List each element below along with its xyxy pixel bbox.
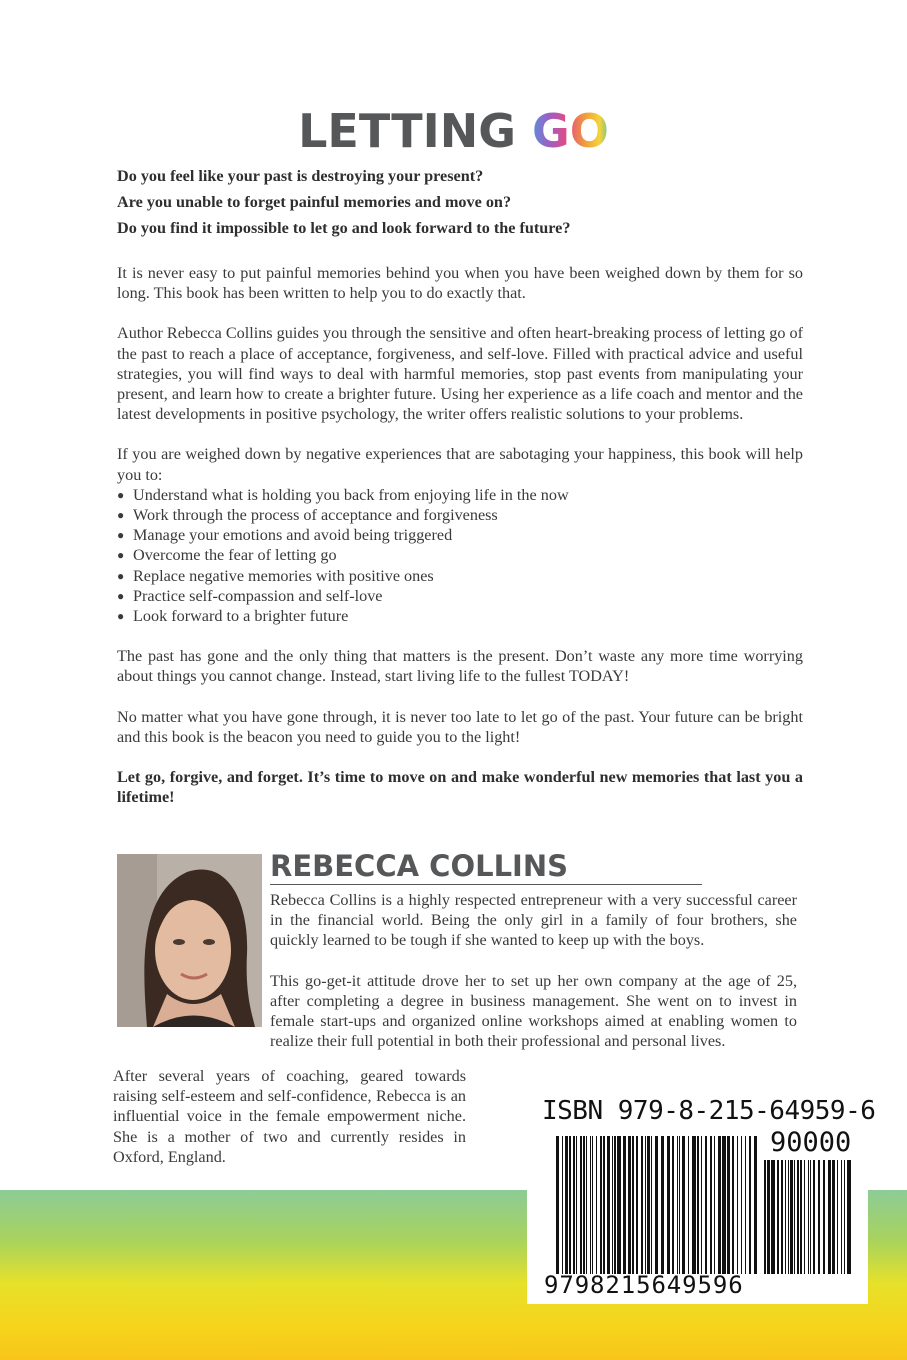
ean-number: 9798215649596 [544, 1271, 744, 1299]
benefit-item: ● Look forward to a brighter future [117, 606, 803, 626]
hook-questions [117, 163, 807, 241]
barcode-bar [710, 1136, 712, 1274]
barcode-bar [632, 1136, 634, 1274]
barcode-bar [586, 1136, 587, 1274]
author-bio-continued: After several years of coaching, geared towards raising self-esteem and self-confidence, Rebecca is an influential voice in the female empowerment niche. She is a mother of two and currently resides in Oxford, England. [113, 1067, 466, 1166]
author-portrait-image [117, 854, 262, 1027]
barcode-bar [808, 1160, 809, 1274]
question: Do you find it impossible to let go and look forward to the future? [117, 219, 571, 237]
closing-line: Let go, forgive, and forget. It’s time to move on and make wonderful new memories that last you a lifetime! [117, 768, 803, 807]
barcode-bar [781, 1160, 783, 1274]
barcode-bar [556, 1136, 559, 1274]
blurb-paragraph: The past has gone and the only thing that matters is the present. Don’t waste any more time worrying about things you cannot change. Instead, start living life to the fullest TODAY! [117, 647, 803, 686]
barcode-bar [651, 1136, 652, 1274]
barcode-bar [677, 1136, 678, 1274]
barcode-bar [718, 1136, 721, 1274]
addon-number: 90000 [770, 1127, 852, 1158]
barcode-bar [797, 1160, 799, 1274]
barcode-bar [562, 1136, 563, 1274]
blurb-body [117, 263, 803, 827]
author-photo [117, 854, 262, 1027]
question: Do you feel like your past is destroying your present? [117, 167, 484, 185]
barcode-bar [607, 1136, 610, 1274]
barcode-bar [623, 1136, 626, 1274]
barcode-bar [682, 1136, 685, 1274]
bio-paragraph: Rebecca Collins is a highly respected entrepreneur with a very successful career in the financial world. Being the only girl in a family of four brothers, she quickly learned to be tough if she wanted to keep up with the boys. [270, 891, 797, 950]
isbn-text: ISBN 979-8-215-64959-6 [542, 1096, 876, 1126]
barcode-bar [832, 1160, 835, 1274]
benefit-item: ● Work through the process of acceptance and forgiveness [117, 505, 803, 525]
barcode-bar [732, 1136, 734, 1274]
barcode-bar [714, 1136, 715, 1274]
blurb-paragraph: If you are weighed down by negative experiences that are sabotaging your happiness, this book will help you to: [117, 445, 803, 484]
barcode-bar [701, 1136, 702, 1274]
barcode-bar [785, 1160, 786, 1274]
ean-barcode [556, 1136, 760, 1274]
barcode-bar [722, 1136, 726, 1274]
title-accent: GO [532, 104, 609, 158]
barcode-bar [828, 1160, 831, 1274]
barcode-bar [592, 1136, 593, 1274]
barcode-bar [697, 1136, 699, 1274]
question: Are you unable to forget painful memories and move on? [117, 193, 512, 211]
barcode-bar [600, 1136, 602, 1274]
barcode-bar [641, 1136, 643, 1274]
benefit-item: ● Understand what is holding you back from enjoying life in the now [117, 485, 803, 505]
barcode-bar [569, 1136, 571, 1274]
barcode-bar [818, 1160, 820, 1274]
barcode-bar [767, 1160, 770, 1274]
barcode-bar [661, 1136, 664, 1274]
barcode-bar [688, 1136, 689, 1274]
barcode-bar [647, 1136, 650, 1274]
barcode-bar [823, 1160, 825, 1274]
barcode-bar [790, 1160, 793, 1274]
barcode-bar [754, 1136, 757, 1274]
benefit-item: ● Practice self-compassion and self-love [117, 586, 803, 606]
barcode-bar [800, 1160, 802, 1274]
title-main: LETTING [298, 104, 517, 158]
barcode-bar [573, 1136, 575, 1274]
book-title [0, 104, 907, 158]
barcode-bar [788, 1160, 789, 1274]
barcode-bar [810, 1160, 811, 1274]
barcode-bar [614, 1136, 616, 1274]
barcode-bar [705, 1136, 707, 1274]
barcode-bar [804, 1160, 805, 1274]
barcode-bar [764, 1160, 766, 1274]
barcode-bar [580, 1136, 582, 1274]
barcode-bar [596, 1136, 597, 1274]
blurb-paragraph: It is never easy to put painful memories behind you when you have been weighed down by them for so long. This book has been written to help you to do exactly that. [117, 264, 803, 303]
barcode-bar [655, 1136, 658, 1274]
author-bio [270, 890, 797, 1071]
barcode-bar [847, 1160, 851, 1274]
addon-barcode [764, 1160, 854, 1274]
barcode-bar [628, 1136, 631, 1274]
barcode-bar [617, 1136, 621, 1274]
barcode-bar [727, 1136, 730, 1274]
barcode-bar [576, 1136, 577, 1274]
barcode-bar [672, 1136, 674, 1274]
barcode-bar [794, 1160, 795, 1274]
benefit-item: ● Overcome the fear of letting go [117, 545, 803, 565]
barcode-bar [667, 1136, 670, 1274]
barcode-bar [813, 1160, 815, 1274]
barcode-bar [692, 1136, 696, 1274]
barcode-bar [612, 1136, 613, 1274]
blurb-paragraph: No matter what you have gone through, it is never too late to let go of the past. Your future can be bright and this book is the beacon you need to guide you to the light! [117, 707, 803, 746]
bio-paragraph: This go-get-it attitude drove her to set up her own company at the age of 25, after completing a degree in business management. She went on to invest in female start-ups and organized online workshops aimed at enabling women to realize their full potential in both their professional and personal lives. [270, 971, 797, 1051]
barcode-bar [737, 1136, 738, 1274]
barcode-bar [645, 1136, 646, 1274]
barcode-bar [745, 1136, 746, 1274]
barcode-bar [603, 1136, 605, 1274]
barcode-bar [583, 1136, 585, 1274]
barcode-bar [837, 1160, 838, 1274]
benefit-item: ● Manage your emotions and avoid being triggered [117, 525, 803, 545]
author-name: REBECCA COLLINS [270, 848, 702, 885]
barcode-bar [679, 1136, 680, 1274]
barcode-bar [841, 1160, 842, 1274]
barcode-bar [590, 1136, 591, 1274]
blurb-paragraph: Author Rebecca Collins guides you through the sensitive and often heart-breaking process of letting go of the past to reach a place of acceptance, forgiveness, and self-love. Filled with practical advice and useful strategies, you will find ways to deal with harmful memories, stop past events from manipulating your present, and learn how to create a brighter future. Using her experience as a life coach and mentor and the latest developments in positive psychology, the writer offers realistic solutions to your problems. [117, 324, 803, 424]
barcode-bar [636, 1136, 638, 1274]
barcode-bar [771, 1160, 775, 1274]
barcode-bar [749, 1136, 751, 1274]
benefit-item: ● Replace negative memories with positive ones [117, 566, 803, 586]
benefit-list [117, 485, 803, 626]
barcode-bar [741, 1136, 742, 1274]
barcode-bar [844, 1160, 845, 1274]
barcode-bar [777, 1160, 779, 1274]
barcode-bar [565, 1136, 568, 1274]
